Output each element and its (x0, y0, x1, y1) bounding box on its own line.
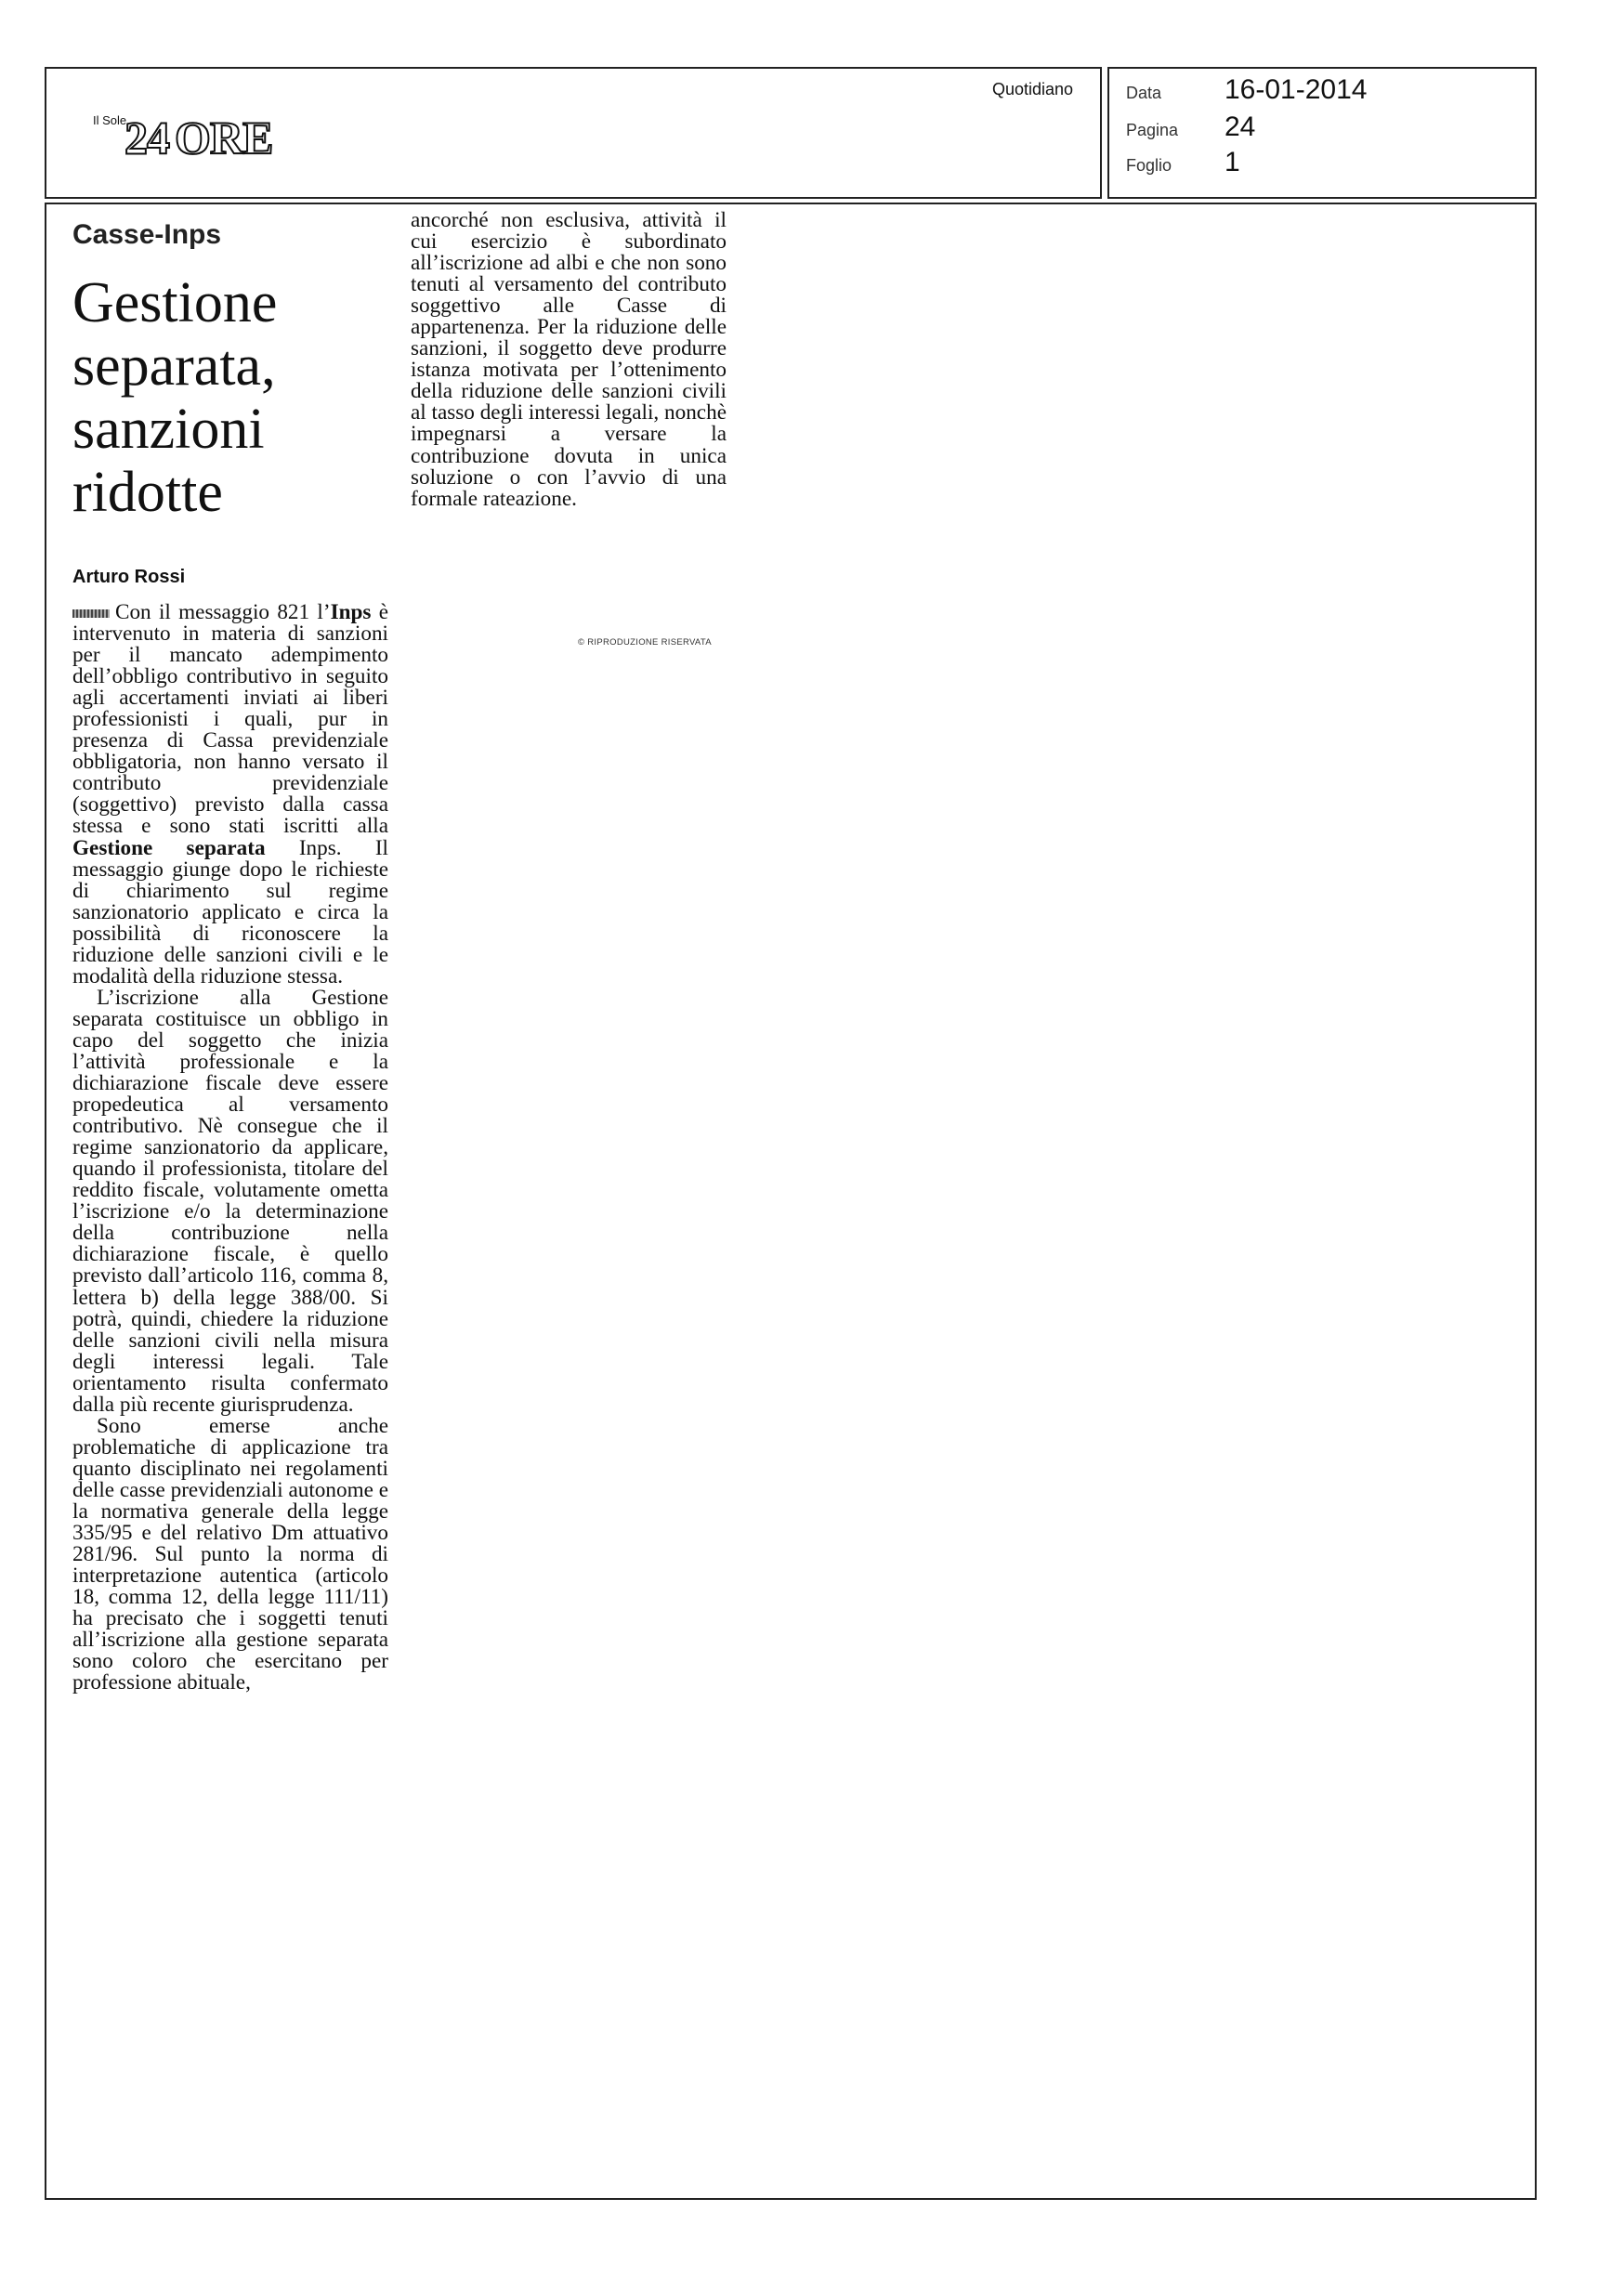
date-label: Data (1126, 84, 1162, 102)
article-headline (72, 271, 407, 524)
paragraph: ancorché non esclusiva, attività il cui esercizio è subordinato all’iscrizione ad albi e che non sono tenuti al versamento del contributo soggettivo alle Casse di appartenenza. Per la riduzione delle sanzioni, il soggetto deve produrre istanza motivata per l’ottenimento della riduzione delle sanzioni civili al tasso degli interessi legali, nonchè impegnarsi a versare la contribuzione dovuta in unica soluzione o con l’avvio di una formale rateazione. (411, 208, 727, 511)
logo-word: ORE (175, 111, 273, 164)
logo-main (124, 110, 272, 165)
section-marker-icon (72, 609, 110, 618)
paragraph: L’iscrizione alla Gestione separata costituisce un obbligo in capo del soggetto che inizia l’attività professionale e la dichiarazione fiscale deve essere propedeutica al versamento contributivo. Nè consegue che il regime sanzionatorio da applicare, quando il professionista, titolare del reddito fiscale, volutamente ometta l’iscrizione e/o la determinazione della contribuzione nella dichiarazione fiscale, è quello previsto dall’articolo 116, comma 8, lettera b) della legge 388/00. Si potrà, quindi, chiedere la riduzione delle sanzioni civili nella misura degli interessi legali. Tale orientamento risulta confermato dalla più recente giurisprudenza. (72, 985, 388, 1417)
bold-text-run: Inps (330, 600, 372, 624)
publication-type: Quotidiano (992, 80, 1074, 98)
text-run: Con il messaggio 821 l’ (115, 600, 331, 624)
sheet-value: 1 (1225, 147, 1240, 177)
article-column-2 (411, 210, 727, 510)
text-run: Inps. Il messaggio giunge dopo le richieste di chiarimento sul regime sanzionatorio applicato e circa la possibilità di riconoscere la riduzione delle sanzioni civili e le modalità della riduzione stessa. (72, 835, 388, 988)
headline-line: sanzioni (72, 398, 265, 461)
paragraph: Sono emerse anche problematiche di applicazione tra quanto disciplinato nei regolamenti delle casse previdenziali autonome e la normativa generale della legge 335/95 e del relativo Dm attuativo 281/96. Sul punto la norma di interpretazione autentica (articolo 18, comma 12, della legge 111/11) ha precisato che i soggetti tenuti all’iscrizione alla gestione separata sono coloro che esercitano per professione abituale, (72, 1413, 388, 1695)
logo-number: 24 (124, 111, 169, 164)
date-value: 16-01-2014 (1225, 74, 1368, 105)
paragraph (72, 602, 388, 988)
text-run: è intervenuto in materia di sanzioni per il mancato adempimento dell’obbligo contributivo in seguito agli accertamenti inviati ai liberi professionisti i quali, pur in presenza di Cassa previdenziale obbligatoria, non hanno versato il contributo previdenziale (soggettivo) previsto dalla cassa stessa e sono stati iscritti alla (72, 600, 388, 839)
headline-line: Gestione (72, 271, 278, 334)
headline-line: separata, (72, 334, 276, 398)
article-column-1 (72, 602, 388, 1694)
bold-text-run: Gestione separata (72, 835, 266, 860)
logo-small-text: Il Sole (93, 113, 127, 127)
page-label: Pagina (1126, 121, 1179, 139)
page-value: 24 (1225, 111, 1256, 142)
copyright-notice: © RIPRODUZIONE RISERVATA (578, 637, 712, 648)
section-kicker: Casse-Inps (72, 219, 222, 250)
sheet-label: Foglio (1126, 156, 1172, 175)
headline-line: ridotte (72, 461, 223, 524)
author-byline: Arturo Rossi (72, 567, 186, 587)
